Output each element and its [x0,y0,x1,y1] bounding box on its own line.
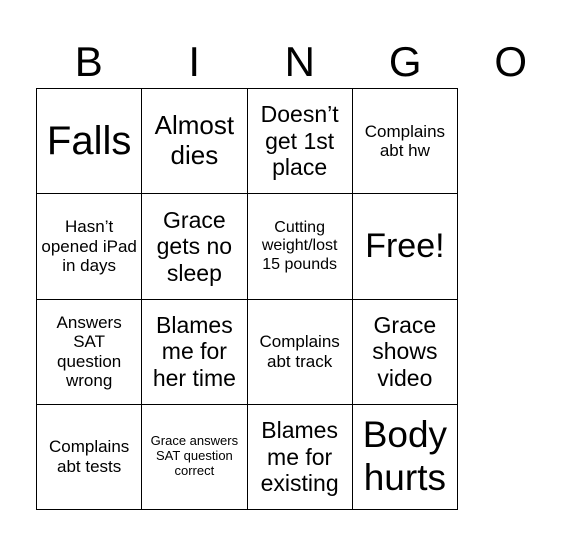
bingo-cell[interactable] [248,89,353,194]
bingo-cell-text: Grace answers SAT question correct [150,433,239,479]
bingo-cell[interactable] [37,89,142,194]
bingo-cell-text: Grace shows video [372,311,438,391]
bingo-cell-text: Cutting weight/lost 15 pounds [261,218,338,273]
bingo-cell[interactable] [248,300,353,405]
bingo-cell[interactable] [142,194,247,299]
bingo-cell[interactable] [353,194,458,299]
bingo-cell-text: Grace gets no sleep [156,206,233,286]
bingo-cell[interactable] [248,194,353,299]
header-letter-o: O [494,38,528,85]
bingo-cell[interactable] [37,300,142,405]
bingo-cell[interactable] [353,405,458,510]
bingo-cell[interactable] [353,89,458,194]
bingo-cell-text: Answers SAT question wrong [56,312,122,391]
header-letter-i: I [188,38,201,85]
bingo-cell-text: Hasn’t opened iPad in days [41,217,137,276]
bingo-cell-text: Doesn’t get 1st place [260,101,339,181]
bingo-cell-text: Blames me for her time [152,311,236,391]
bingo-cell-text: Complains abt tests [48,437,130,476]
bingo-cell[interactable] [142,300,247,405]
bingo-cell[interactable] [37,405,142,510]
bingo-cell-text: Blames me for existing [260,417,339,497]
bingo-cell-text: Almost dies [154,110,235,171]
bingo-grid [36,88,458,510]
bingo-cell[interactable] [142,89,247,194]
bingo-cell[interactable] [142,405,247,510]
bingo-header [36,36,528,88]
bingo-cell-text: Falls [46,119,132,164]
bingo-cell-text: Complains abt hw [364,121,446,161]
header-letter-n: N [284,38,315,85]
header-letter-g: G [388,38,422,85]
bingo-cell-text: Body hurts [362,414,448,498]
bingo-cell[interactable] [248,405,353,510]
header-letter-b: B [74,38,103,85]
bingo-cell[interactable] [37,194,142,299]
bingo-cell-text: Free! [365,226,445,265]
bingo-cell[interactable] [353,300,458,405]
bingo-cell-text: Complains abt track [259,332,340,371]
